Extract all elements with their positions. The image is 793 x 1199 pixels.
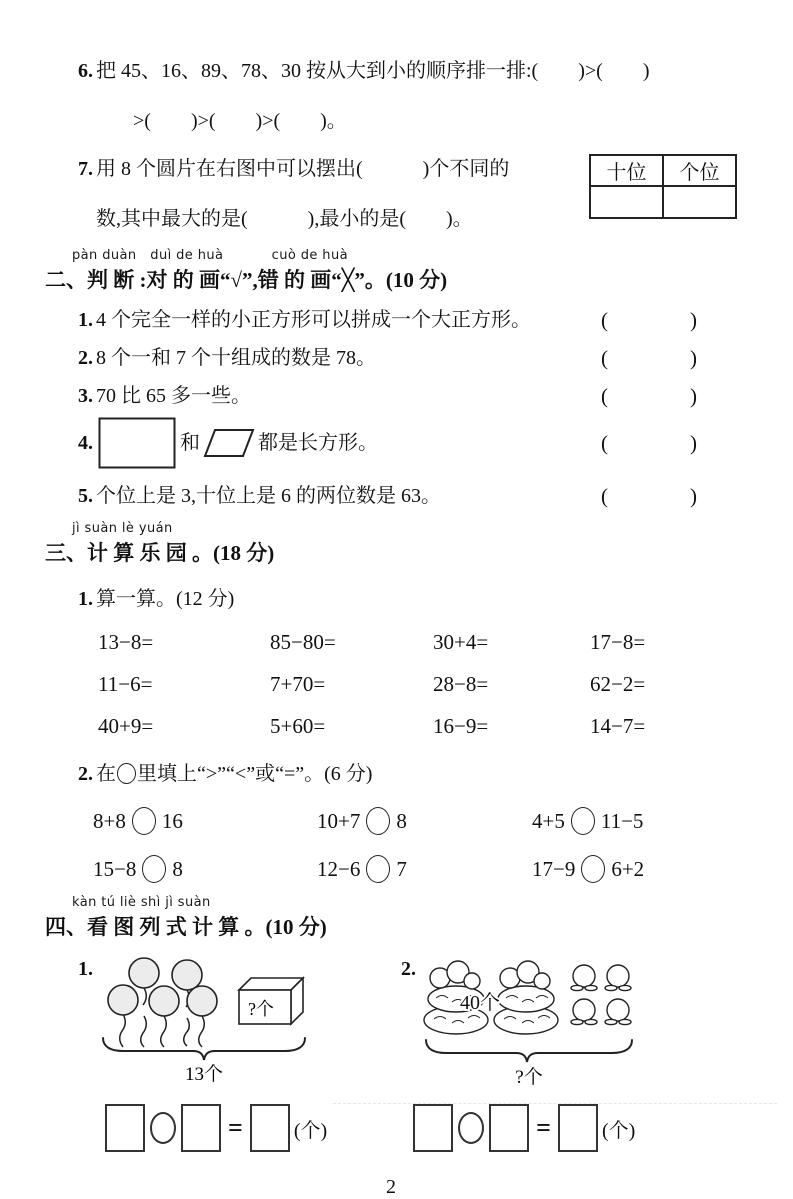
question-6 [45, 54, 737, 138]
paren-close: ) [690, 308, 697, 332]
compare-right: 16 [161, 809, 183, 833]
result-box[interactable] [558, 1104, 598, 1152]
answer-parens[interactable] [601, 307, 697, 333]
question-7-number: 7. [78, 158, 93, 180]
figure-1-equation [105, 1104, 327, 1152]
comparison-circle[interactable] [366, 807, 390, 835]
paren-open: ( [601, 346, 608, 370]
calc-expression[interactable]: 7+70= [270, 672, 326, 696]
judge-item-5 [45, 483, 737, 509]
under-brace [426, 1040, 632, 1062]
sub-number: 2. [78, 763, 93, 785]
answer-parens[interactable] [601, 430, 697, 456]
box-label: ?个 [248, 999, 274, 1019]
answer-parens[interactable] [601, 483, 697, 509]
calc-expression[interactable]: 85−80= [270, 630, 336, 654]
question-7-text-block [78, 152, 581, 236]
equals-sign: = [228, 1113, 243, 1142]
answer-parens[interactable] [601, 383, 697, 409]
parallelogram-shape-icon [203, 428, 255, 458]
item-text: 70 比 65 多一些。 [96, 385, 251, 407]
compare-expression [93, 855, 317, 883]
question-7-line1: 用 8 个圆片在右图中可以摆出( )个不同的 [96, 158, 510, 180]
judge-item-2 [45, 345, 737, 371]
compare-left: 4+5 [532, 809, 565, 833]
brace-total-label: ?个 [515, 1067, 543, 1088]
section-4-heading: 四、看 图 列 式 计 算 。(10 分) [45, 915, 327, 939]
calc-expression[interactable]: 14−7= [590, 714, 646, 738]
calc-expression[interactable]: 11−6= [98, 672, 153, 696]
paren-open: ( [601, 384, 608, 408]
equation-row [45, 1104, 737, 1152]
figure-2-number: 2. [401, 958, 416, 980]
figure-1-balloons [78, 954, 373, 1086]
brace-total-label: 13个 [184, 1064, 224, 1085]
judge-item-1-text [78, 307, 601, 333]
comparison-circle[interactable] [571, 807, 595, 835]
question-7 [45, 152, 737, 236]
calc-sub1-heading [78, 584, 737, 614]
figure-2-equation [413, 1104, 635, 1152]
pile-count-label: 40个 [460, 992, 500, 1014]
paren-close: ) [690, 484, 697, 508]
page-number: 2 [386, 1176, 396, 1198]
figure-1-number: 1. [78, 958, 93, 980]
compare-left: 10+7 [317, 809, 361, 833]
compare-expression [317, 807, 532, 835]
compare-right: 8 [172, 857, 183, 881]
judge-item-1 [45, 307, 737, 333]
tens-column-header: 十位 [590, 155, 663, 186]
compare-expression [532, 807, 737, 835]
peach-piles-illustration [422, 954, 640, 1086]
judge-item-4 [45, 417, 737, 469]
question-6-line2[interactable]: >( )>( )>( )。 [133, 110, 347, 132]
pinyin-calc: jì suàn lè yuán [72, 521, 173, 536]
item-text: 4 个完全一样的小正方形可以拼成一个大正方形。 [96, 309, 531, 331]
equals-sign: = [536, 1113, 551, 1142]
operand-box[interactable] [105, 1104, 145, 1152]
compare-right: 11−5 [600, 809, 644, 833]
judge-item-4-text [78, 417, 601, 469]
paren-open: ( [601, 431, 608, 455]
item-number: 2. [78, 347, 93, 369]
place-value-table [589, 154, 737, 219]
calc-sub2-heading [78, 759, 737, 789]
result-box[interactable] [250, 1104, 290, 1152]
judge-item-3 [45, 383, 737, 409]
paren-close: ) [690, 431, 697, 455]
compare-left: 15−8 [93, 857, 137, 881]
judge-item-5-text [78, 483, 601, 509]
pinyin-picture: kàn tú liè shì jì suàn [72, 895, 211, 910]
paren-open: ( [601, 484, 608, 508]
blank-circle-icon [117, 763, 136, 784]
sub-text-pre: 在 [96, 763, 116, 785]
comparison-circle[interactable] [132, 807, 156, 835]
rectangle-shape-icon [98, 417, 176, 469]
comparison-circle[interactable] [581, 855, 605, 883]
compare-right: 7 [396, 857, 407, 881]
calc-expression[interactable]: 13−8= [98, 630, 154, 654]
question-7-line2: 数,其中最大的是( ),最小的是( )。 [96, 208, 473, 230]
tens-blank-cell[interactable] [590, 186, 663, 218]
section-3-heading: 三、计 算 乐 园 。(18 分) [45, 541, 275, 565]
unit-label: (个) [293, 1119, 328, 1142]
item-number: 5. [78, 485, 93, 507]
item-text: 8 个一和 7 个十组成的数是 78。 [96, 347, 376, 369]
comparison-circle[interactable] [142, 855, 166, 883]
judge-item-3-text [78, 383, 601, 409]
compare-right: 8 [396, 809, 407, 833]
calc-expression[interactable]: 28−8= [433, 672, 489, 696]
paren-close: ) [690, 346, 697, 370]
calc-expression[interactable]: 16−9= [433, 714, 489, 738]
paren-open: ( [601, 308, 608, 332]
under-brace [103, 1038, 305, 1060]
calculation-grid [45, 630, 737, 739]
sub-text: 算一算。(12 分) [96, 588, 235, 610]
figures-row [45, 954, 737, 1086]
sub-number: 1. [78, 588, 93, 610]
answer-parens[interactable] [601, 345, 697, 371]
operand-box[interactable] [413, 1104, 453, 1152]
item-text-mid: 和 [180, 432, 200, 454]
figure-2-peaches [401, 954, 640, 1086]
section-2-heading: 二、判 断 :对 的 画“√”,错 的 画“╳”。(10 分) [45, 268, 448, 292]
paren-close: ) [690, 384, 697, 408]
compare-left: 8+8 [93, 809, 126, 833]
operator-circle[interactable] [150, 1112, 176, 1144]
compare-left: 12−6 [317, 857, 361, 881]
compare-right: 6+2 [611, 857, 645, 881]
compare-left: 17−9 [532, 857, 576, 881]
item-text: 个位上是 3,十位上是 6 的两位数是 63。 [96, 485, 441, 507]
sub-text-post: 里填上“>”“<”或“=”。(6 分) [137, 763, 373, 785]
item-number: 1. [78, 309, 93, 331]
operand-box[interactable] [181, 1104, 221, 1152]
balloons-and-box-illustration [99, 954, 317, 1085]
unit-label: (个) [601, 1119, 636, 1142]
ones-column-header: 个位 [663, 155, 736, 186]
compare-expression [317, 855, 532, 883]
calc-expression[interactable]: 62−2= [590, 672, 646, 696]
question-6-text: 把 45、16、89、78、30 按从大到小的顺序排一排:( )>( ) [96, 60, 650, 82]
ones-blank-cell[interactable] [663, 186, 736, 218]
pinyin-judge: pàn duàn duì de huà cuò de huà [72, 248, 348, 263]
judge-item-2-text [78, 345, 601, 371]
compare-expression [93, 807, 317, 835]
operator-circle[interactable] [458, 1112, 484, 1144]
operand-box[interactable] [489, 1104, 529, 1152]
comparison-circle[interactable] [366, 855, 390, 883]
compare-expression [532, 855, 737, 883]
calc-expression[interactable]: 5+60= [270, 714, 326, 738]
calc-expression[interactable]: 40+9= [98, 714, 154, 738]
comparison-grid [45, 807, 737, 883]
scan-artifact-line [333, 1103, 777, 1104]
item-number: 3. [78, 385, 93, 407]
calc-expression[interactable]: 30+4= [433, 630, 489, 654]
item-text-post: 都是长方形。 [258, 432, 378, 454]
calc-expression[interactable]: 17−8= [590, 630, 646, 654]
item-number: 4. [78, 432, 93, 454]
question-6-number: 6. [78, 60, 93, 82]
